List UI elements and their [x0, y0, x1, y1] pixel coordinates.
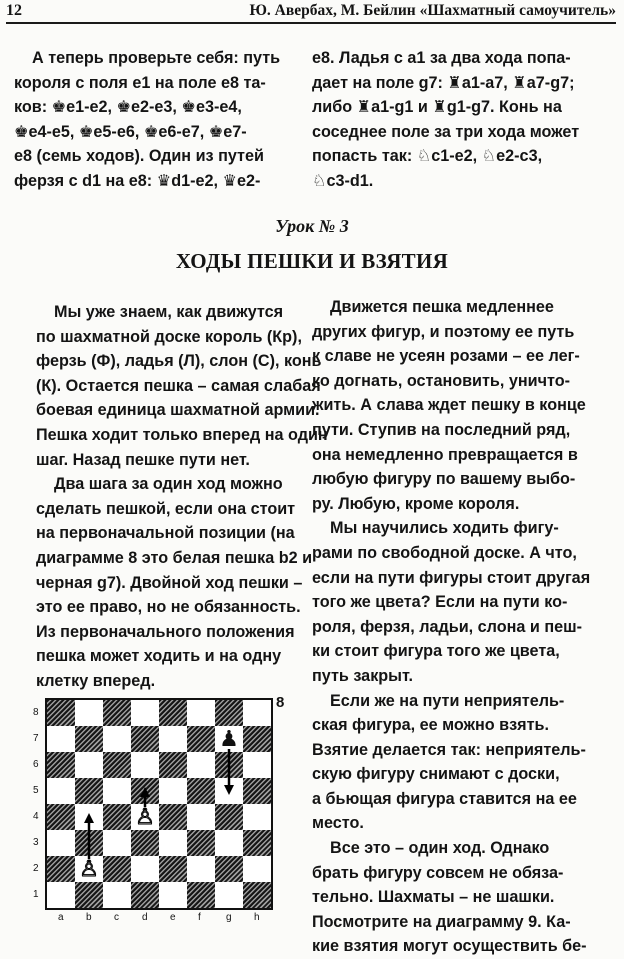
- text-line: e8 (семь ходов). Один из путей: [14, 147, 264, 166]
- text-line: ♘c3-d1.: [312, 171, 374, 190]
- file-label: b: [86, 912, 92, 923]
- text-line: ко догнать, остановить, уничто-: [312, 371, 571, 390]
- square-h5: [243, 778, 271, 804]
- square-f8: [187, 700, 215, 726]
- square-h2: [243, 856, 271, 882]
- text-line: А теперь проверьте себя: путь: [32, 49, 281, 67]
- square-c1: [103, 882, 131, 908]
- square-a3: [47, 830, 75, 856]
- file-label: d: [142, 912, 148, 923]
- text-line: (К). Остается пешка – самая слабая: [36, 376, 321, 395]
- text-line: клетку вперед.: [36, 671, 156, 690]
- square-e6: [159, 752, 187, 778]
- square-h3: [243, 830, 271, 856]
- text-line: роля, ферзя, ладьи, слона и пеш-: [312, 617, 583, 636]
- square-b4: [75, 804, 103, 830]
- text-line: пути. Ступив на последний ряд,: [312, 420, 571, 439]
- text-line: Движется пешка медленнее: [330, 298, 554, 316]
- left-column-text: [36, 300, 328, 694]
- rank-label: 1: [33, 889, 39, 900]
- square-g4: [215, 804, 243, 830]
- text-line: ков: ♚e1-e2, ♚e2-e3, ♚e3-e4,: [14, 98, 242, 117]
- square-c2: [103, 856, 131, 882]
- square-b7: [75, 726, 103, 752]
- text-line: кие взятия могут осуществить бе-: [312, 937, 587, 956]
- file-label: f: [198, 912, 201, 923]
- square-a4: [47, 804, 75, 830]
- square-e7: [159, 726, 187, 752]
- square-b2: [75, 856, 103, 882]
- text-line: любую фигуру по вашему выбо-: [312, 470, 576, 489]
- text-line: брать фигуру совсем не обяза-: [312, 863, 564, 882]
- text-line: Мы уже знаем, как движутся: [54, 303, 284, 321]
- page-header: [6, 0, 616, 24]
- text-line: тельно. Шахматы – не шашки.: [312, 888, 555, 907]
- text-line: жить. А слава ждет пешку в конце: [312, 396, 586, 415]
- text-line: других фигур, и поэтому ее путь: [312, 322, 575, 341]
- file-label: c: [114, 912, 119, 923]
- text-line: на первоначальной позиции (на: [36, 524, 295, 543]
- square-d4: [131, 804, 159, 830]
- rank-label: 4: [33, 811, 39, 822]
- rank-label: 6: [33, 759, 39, 770]
- rank-label: 8: [33, 707, 39, 718]
- text-line: e8. Ладья с a1 за два хода попа-: [312, 49, 571, 67]
- text-line: Взятие делается так: неприятель-: [312, 740, 586, 759]
- rank-label: 5: [33, 785, 39, 796]
- text-line: дает на поле g7: ♜a1-a7, ♜a7-g7;: [312, 73, 575, 92]
- text-line: Все это – один ход. Однако: [330, 839, 550, 858]
- text-line: ская фигура, ее можно взять.: [312, 716, 549, 735]
- square-d7: [131, 726, 159, 752]
- text-line: место.: [312, 814, 364, 833]
- square-e3: [159, 830, 187, 856]
- text-line: путь закрыт.: [312, 666, 414, 685]
- square-d8: [131, 700, 159, 726]
- right-column-text: [312, 295, 591, 959]
- square-f1: [187, 882, 215, 908]
- square-a2: [47, 856, 75, 882]
- text-line: либо ♜a1-g1 и ♜g1-g7. Конь на: [312, 98, 562, 117]
- text-line: того же цвета? Если на пути ко-: [312, 593, 568, 612]
- text-line: Посмотрите на диаграмму 9. Ка-: [312, 912, 571, 931]
- square-c6: [103, 752, 131, 778]
- text-line: Два шага за один ход можно: [54, 475, 283, 494]
- text-line: шаг. Назад пешке пути нет.: [36, 450, 250, 469]
- text-line: к славе не усеян розами – ее лег-: [312, 347, 580, 366]
- diagram-number: 8: [276, 694, 285, 711]
- square-f2: [187, 856, 215, 882]
- text-line: соседнее поле за три хода может: [312, 122, 580, 141]
- square-e4: [159, 804, 187, 830]
- file-label: a: [58, 912, 64, 923]
- square-h7: [243, 726, 271, 752]
- text-line: диаграмме 8 это белая пешка b2 и: [36, 548, 313, 567]
- square-g8: [215, 700, 243, 726]
- white-pawn-icon: ♙: [79, 856, 99, 881]
- square-c8: [103, 700, 131, 726]
- square-a5: [47, 778, 75, 804]
- square-d1: [131, 882, 159, 908]
- rank-label: 7: [33, 733, 39, 744]
- square-f3: [187, 830, 215, 856]
- square-d5: [131, 778, 159, 804]
- square-g7: [215, 726, 243, 752]
- square-c3: [103, 830, 131, 856]
- square-b1: [75, 882, 103, 908]
- text-line: пешка может ходить и на одну: [36, 647, 282, 666]
- square-h4: [243, 804, 271, 830]
- square-e5: [159, 778, 187, 804]
- square-c7: [103, 726, 131, 752]
- page-number: 12: [6, 2, 22, 19]
- square-e2: [159, 856, 187, 882]
- square-h8: [243, 700, 271, 726]
- square-d6: [131, 752, 159, 778]
- text-line: Из первоначального положения: [36, 622, 295, 641]
- square-f4: [187, 804, 215, 830]
- text-line: ферзь (Ф), ладья (Л), слон (С), конь: [36, 352, 322, 371]
- text-line: попасть так: ♘c1-e2, ♘e2-c3,: [312, 147, 543, 166]
- square-f7: [187, 726, 215, 752]
- text-line: черная g7). Двойной ход пешки –: [36, 573, 303, 592]
- black-pawn-icon: ♟: [219, 726, 239, 751]
- square-a6: [47, 752, 75, 778]
- square-g2: [215, 856, 243, 882]
- square-c4: [103, 804, 131, 830]
- square-f5: [187, 778, 215, 804]
- running-head: Ю. Авербах, М. Бейлин «Шахматный самоучитель»: [249, 2, 616, 19]
- chess-board: [45, 698, 273, 910]
- square-a7: [47, 726, 75, 752]
- text-line: это ее право, но не обязанность.: [36, 598, 301, 617]
- square-b3: [75, 830, 103, 856]
- square-c5: [103, 778, 131, 804]
- file-label: h: [254, 912, 260, 923]
- square-b8: [75, 700, 103, 726]
- text-line: скую фигуру снимают с доски,: [312, 765, 560, 784]
- text-line: ♚e4-e5, ♚e5-e6, ♚e6-e7, ♚e7-: [14, 122, 247, 141]
- file-label: g: [226, 912, 232, 923]
- square-g3: [215, 830, 243, 856]
- text-line: сделать пешкой, если она стоит: [36, 499, 296, 518]
- text-line: рами по свободной доске. А что,: [312, 543, 577, 562]
- text-line: Мы научились ходить фигу-: [330, 519, 559, 538]
- top-left-paragraph: [14, 46, 300, 194]
- text-line: Если же на пути неприятель-: [330, 691, 565, 710]
- square-g5: [215, 778, 243, 804]
- rank-label: 3: [33, 837, 39, 848]
- square-h1: [243, 882, 271, 908]
- square-f6: [187, 752, 215, 778]
- square-b6: [75, 752, 103, 778]
- square-d3: [131, 830, 159, 856]
- square-b5: [75, 778, 103, 804]
- top-right-paragraph: [312, 46, 608, 194]
- lesson-title: ХОДЫ ПЕШКИ И ВЗЯТИЯ: [175, 249, 449, 273]
- square-e8: [159, 700, 187, 726]
- text-line: боевая единица шахматной армии.: [36, 401, 320, 420]
- text-line: ру. Любую, кроме короля.: [312, 494, 520, 513]
- text-line: по шахматной доске король (Кр),: [36, 327, 302, 346]
- square-g1: [215, 882, 243, 908]
- lesson-label: Урок № 3: [275, 216, 349, 236]
- square-a8: [47, 700, 75, 726]
- square-d2: [131, 856, 159, 882]
- text-line: Пешка ходит только вперед на один: [36, 425, 328, 444]
- text-line: если на пути фигуры стоит другая: [312, 568, 591, 587]
- square-a1: [47, 882, 75, 908]
- text-line: короля с поля e1 на поле e8 та-: [14, 73, 266, 92]
- file-label: e: [170, 912, 176, 923]
- rank-label: 2: [33, 863, 39, 874]
- square-g6: [215, 752, 243, 778]
- square-h6: [243, 752, 271, 778]
- text-line: ферзя с d1 на e8: ♛d1-e2, ♛e2-: [14, 171, 261, 190]
- text-line: она немедленно превращается в: [312, 445, 578, 464]
- square-e1: [159, 882, 187, 908]
- text-line: а бьющая фигура ставится на ее: [312, 789, 577, 808]
- white-pawn-icon: ♙: [135, 804, 155, 829]
- text-line: ки стоит фигура того же цвета,: [312, 642, 560, 661]
